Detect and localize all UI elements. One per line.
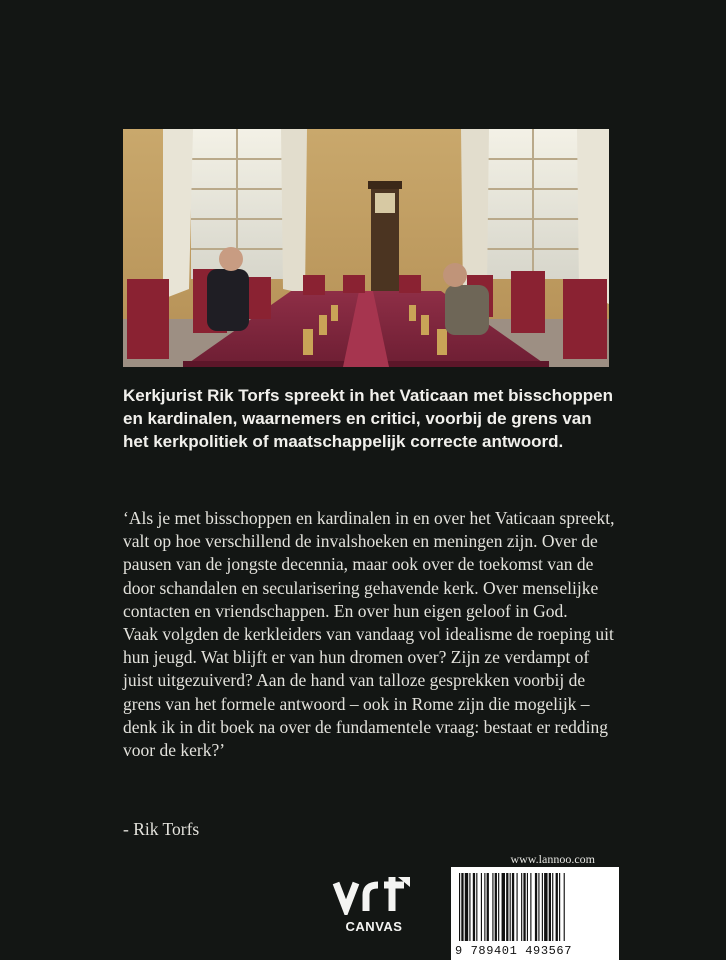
barcode-bar bbox=[487, 873, 489, 941]
cover-photo bbox=[123, 129, 609, 367]
barcode-bar bbox=[538, 873, 539, 941]
barcode-bar bbox=[544, 873, 547, 941]
barcode-bar bbox=[535, 873, 537, 941]
quote-block bbox=[123, 507, 615, 762]
barcode-bar bbox=[459, 873, 460, 941]
barcode-bar bbox=[564, 873, 565, 941]
quote-paragraph-2: Vaak volgden de kerkleiders van vandaag vol idealisme de roeping uit hun jeugd. Wat blijft er van hun dromen over? Zijn ze verdampt of juist uitgezuiverd? Aan de hand van talloze gesprekken voorbij de grens van het formele antwoord – ook in Rome zijn die mogelijk – denk ik in dit boek na over de fundamentele vraag: bestaat er redding voor de kerk?’ bbox=[123, 624, 614, 761]
barcode-bar bbox=[473, 873, 475, 941]
vrt-wordmark-icon bbox=[332, 873, 416, 915]
photo-vatican-meeting-room bbox=[123, 129, 609, 367]
barcode-bar bbox=[502, 873, 505, 941]
signature: - Rik Torfs bbox=[123, 819, 200, 839]
canvas-label: CANVAS bbox=[345, 919, 403, 934]
barcode-bar bbox=[542, 873, 543, 941]
barcode-bar bbox=[517, 873, 518, 941]
barcode-bar bbox=[495, 873, 497, 941]
barcode-bar bbox=[549, 873, 551, 941]
barcode-bar bbox=[465, 873, 468, 941]
lead-text: Kerkjurist Rik Torfs spreekt in het Vaticaan met bisschoppen en kardinalen, waarnemers en critici, voorbij de grens van het kerkpolitiek of maatschappelijk correcte antwoord. bbox=[123, 386, 613, 451]
barcode-bar bbox=[492, 873, 493, 941]
barcode-bar bbox=[523, 873, 525, 941]
barcode-bar bbox=[481, 873, 482, 941]
barcode-bar bbox=[506, 873, 508, 941]
vrt-canvas-logo bbox=[332, 873, 416, 939]
barcode-bar bbox=[510, 873, 511, 941]
barcode-bar bbox=[559, 873, 560, 941]
barcode-bar bbox=[556, 873, 558, 941]
isbn-digits: 9 789401 493567 bbox=[455, 944, 573, 958]
barcode-bar bbox=[512, 873, 514, 941]
isbn-barcode bbox=[451, 867, 619, 960]
barcode-bar bbox=[461, 873, 463, 941]
publisher-website: www.lannoo.com bbox=[510, 852, 595, 866]
barcode-bar bbox=[530, 873, 531, 941]
barcode-bar bbox=[498, 873, 499, 941]
barcode-bar bbox=[521, 873, 522, 941]
barcode-bar bbox=[476, 873, 477, 941]
barcode-bars bbox=[451, 867, 619, 945]
barcode-bar bbox=[469, 873, 470, 941]
barcode-bar bbox=[527, 873, 528, 941]
barcode-bar bbox=[484, 873, 485, 941]
quote-paragraph-1: ‘Als je met bisschoppen en kardinalen in en over het Vaticaan spreekt, valt op hoe verschillend de invalshoeken en meningen zijn. Over de pausen van de jongste decennia, maar ook over de toekomst van de door schandalen en secularisering gehavende kerk. Over menselijke contacten en vriendschappen. En over hun eigen geloof in God. bbox=[123, 508, 615, 621]
barcode-bar bbox=[552, 873, 553, 941]
